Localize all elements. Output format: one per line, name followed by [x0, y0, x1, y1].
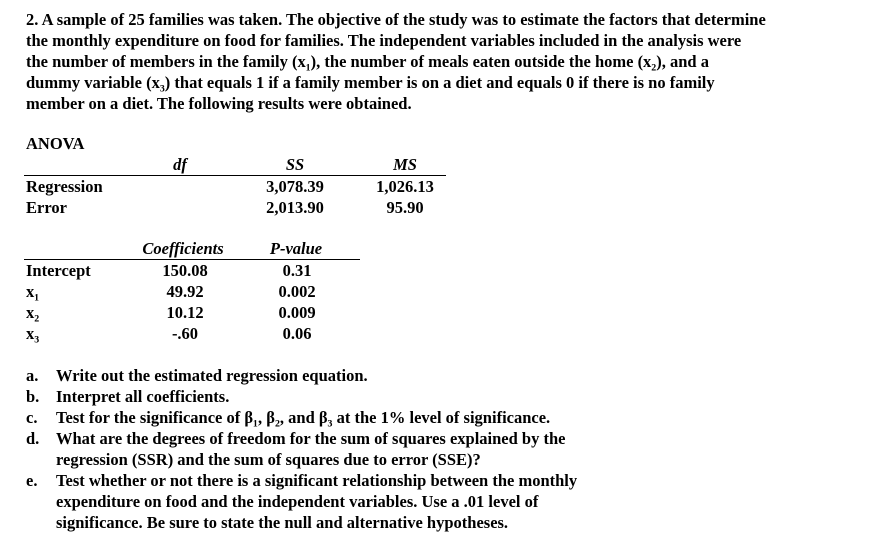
coef-row-pvalue: 0.009: [278, 303, 316, 322]
anova-header-rule: [24, 175, 446, 176]
question-text: significance. Be sure to state the null and alternative hypotheses.: [56, 513, 509, 532]
question-text: Interpret all coefficients.: [56, 387, 230, 406]
anova-row-source: Regression: [26, 177, 103, 196]
problem-line: 2. A sample of 25 families was taken. The objective of the study was to estimate the factors that determine: [26, 10, 766, 29]
anova-row-ms: 1,026.13: [376, 177, 434, 196]
question-item: [26, 428, 862, 470]
problem-line: the monthly expenditure on food for families. The independent variables included in the analysis were: [26, 31, 742, 50]
question-label: e.: [26, 471, 38, 490]
coef-header-rule: [24, 259, 360, 260]
question-text: Write out the estimated regression equation.: [56, 366, 368, 385]
pvalue-header: P-value: [269, 239, 323, 258]
anova-header-ss: SS: [285, 155, 305, 174]
coef-row-pvalue: 0.002: [278, 282, 316, 301]
question-text: expenditure on food and the independent variables. Use a .01 level of: [56, 492, 539, 511]
question-label: c.: [26, 408, 38, 427]
problem-line: dummy variable (x₃) that equals 1 if a family member is on a diet and equals 0 if there is no family: [26, 73, 715, 92]
question-item: [26, 386, 862, 407]
anova-row-ss: 2,013.90: [266, 198, 324, 217]
problem-line: member on a diet. The following results were obtained.: [26, 94, 412, 113]
coef-row-value: 10.12: [166, 303, 204, 322]
question-item: [26, 470, 862, 533]
coef-row-pvalue: 0.06: [282, 324, 312, 343]
coef-row-value: 49.92: [166, 282, 204, 301]
anova-header-ms: MS: [393, 155, 417, 174]
anova-row-ss: 3,078.39: [266, 177, 324, 196]
problem-statement: [26, 9, 862, 114]
coef-row-value: -.60: [171, 324, 199, 343]
coef-header: Coefficients: [142, 239, 224, 258]
coef-row-term: x₁: [26, 282, 40, 301]
coef-row-term: x₂: [26, 303, 40, 322]
question-item: [26, 365, 862, 386]
problem-line: the number of members in the family (x₁), the number of meals eaten outside the home (x₂), and a: [26, 52, 709, 71]
anova-row-ms: 95.90: [386, 198, 424, 217]
question-item: [26, 407, 862, 428]
coef-row-term: x₃: [26, 324, 40, 343]
question-list: [26, 365, 862, 533]
question-text: Test whether or not there is a significant relationship between the monthly: [56, 471, 578, 490]
question-text: regression (SSR) and the sum of squares due to error (SSE)?: [56, 450, 481, 469]
question-label: b.: [26, 387, 40, 406]
anova-title: ANOVA: [26, 134, 85, 153]
coef-row-pvalue: 0.31: [282, 261, 312, 280]
coef-row-term: Intercept: [26, 261, 91, 280]
anova-header-df: df: [173, 155, 187, 174]
question-text: What are the degrees of freedom for the sum of squares explained by the: [56, 429, 566, 448]
coef-row-value: 150.08: [162, 261, 208, 280]
question-label: a.: [26, 366, 39, 385]
anova-row-source: Error: [26, 198, 67, 217]
question-text: Test for the significance of β₁, β₂, and β₃ at the 1% level of significance.: [56, 408, 551, 427]
question-label: d.: [26, 429, 40, 448]
